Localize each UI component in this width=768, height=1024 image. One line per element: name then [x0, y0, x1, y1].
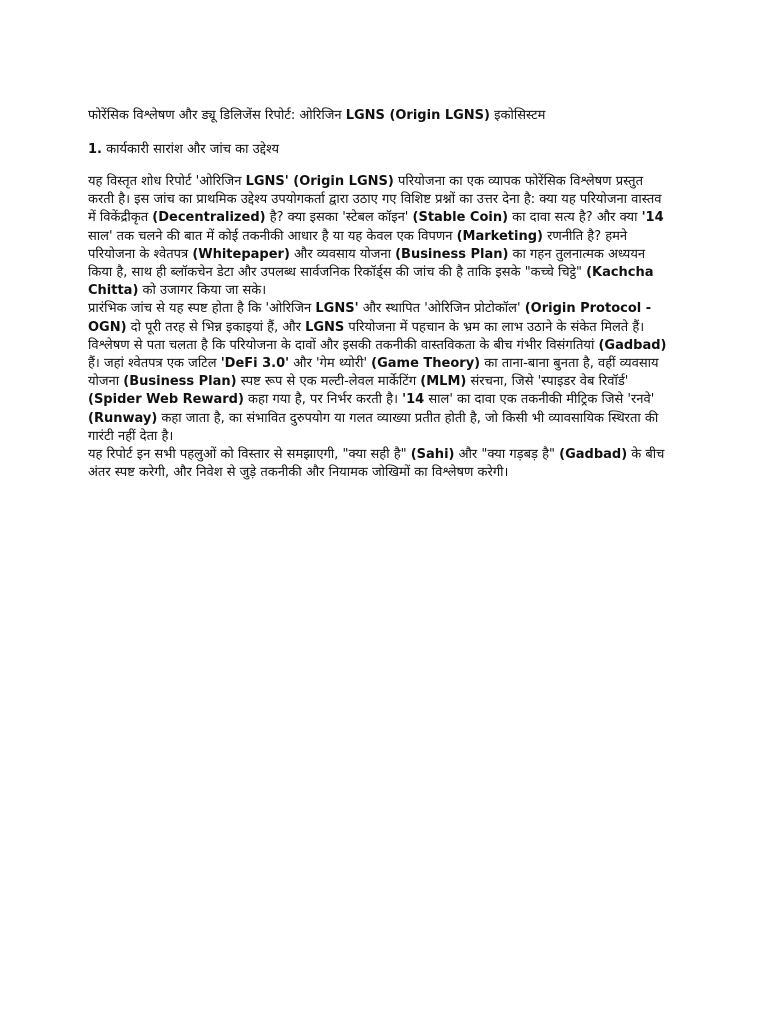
p1-seg: को उजागर किया जा सके।: [138, 283, 267, 299]
p3-seg: और "क्या गड़बड़ है": [454, 447, 560, 463]
p1-seg: और व्यवसाय योजना: [289, 246, 396, 262]
report-title: [88, 107, 668, 125]
p3-seg: यह रिपोर्ट इन सभी पहलुओं को विस्तार से समझाएगी, "क्या सही है": [88, 447, 411, 463]
section-seg: कार्यकारी सारांश और जांच का उद्देश्य: [101, 142, 280, 157]
p2-seg: LGNS': [315, 301, 359, 317]
p2-seg: परियोजना में पहचान के भ्रम का लाभ उठाने के संकेत मिलते हैं। विश्लेषण से पता चलता है कि परियोजना के दावों और इसकी तकनीकी वास्तविकता के बीच गंभीर विसंगतियां: [88, 319, 645, 353]
document-page: [88, 107, 668, 482]
p2-seg: कहा जाता है, का संभावित दुरुपयोग या गलत व्याख्या प्रतीत होती है, जो किसी भी व्यावसायिक स्थिरता की गारंटी नहीं देता है।: [88, 410, 659, 444]
p1-seg: रणनीति है? हमने परियोजना के श्वेतपत्र: [88, 228, 628, 262]
p1-seg: परियोजना का एक व्यापक फोरेंसिक विश्लेषण प्रस्तुत करती है। इस जांच का प्राथमिक उद्देश्य उपयोगकर्ता द्वारा उठाए गए विशिष्ट प्रश्नों का उत्तर देना है: क्या यह परियोजना वास्तव में विकेंद्रीकृत: [88, 174, 662, 226]
paragraph-3: [88, 446, 668, 482]
p2-seg: दो पूरी तरह से भिन्न इकाइयां हैं, और: [126, 319, 306, 335]
p1-seg: (Marketing): [456, 228, 543, 244]
p1-seg: का गहन तुलनात्मक अध्ययन किया है, साथ ही ब्लॉकचेन डेटा और उपलब्ध सार्वजनिक रिकॉर्ड्स की जांच की है ताकि इसके "कच्चे चिट्ठे": [88, 246, 646, 281]
p2-seg: LGNS: [305, 319, 345, 335]
p2-seg: '14: [402, 392, 425, 408]
p1-seg: का दावा सत्य है? और क्या: [508, 210, 642, 226]
p2-seg: स्पष्ट रूप से एक मल्टी-लेवल मार्केटिंग: [236, 374, 421, 390]
p1-seg: यह विस्तृत शोध रिपोर्ट 'ओरिजिन: [88, 174, 246, 189]
p1-seg: (Decentralized): [152, 210, 266, 226]
paragraph-2: [88, 300, 668, 446]
p2-seg: कहा गया है, पर निर्भर करती है।: [243, 392, 403, 408]
p1-seg: (Business Plan): [395, 246, 509, 262]
paragraph-1: [88, 173, 668, 300]
p2-seg: (Game Theory): [371, 356, 481, 372]
section-heading: [88, 141, 668, 159]
title-seg: इकोसिस्टम: [489, 108, 546, 123]
p1-seg: (Whitepaper): [192, 246, 290, 262]
p2-seg: (Runway): [88, 410, 158, 426]
p2-seg: (Origin Protocol - OGN): [88, 301, 652, 335]
p1-seg: LGNS' (Origin LGNS): [245, 174, 394, 189]
p2-seg: और 'गेम थ्योरी': [289, 356, 372, 372]
p2-seg: (Business Plan): [123, 374, 237, 390]
p3-seg: के बीच अंतर स्पष्ट करेगी, और निवेश से जुड़े तकनीकी और नियामक जोखिमों का विश्लेषण करेगी।: [88, 447, 665, 481]
p1-seg: '14: [641, 210, 664, 226]
p1-seg: (Stable Coin): [412, 210, 509, 226]
p2-seg: प्रारंभिक जांच से यह स्पष्ट होता है कि 'ओरिजिन: [88, 301, 316, 317]
p1-seg: (Kachcha Chitta): [88, 265, 654, 299]
title-seg: LGNS (Origin LGNS): [345, 108, 490, 123]
p3-seg: (Gadbad): [559, 447, 628, 463]
p3-seg: (Sahi): [410, 447, 455, 463]
p1-seg: साल' तक चलने की बात में कोई तकनीकी आधार है या यह केवल एक विपणन: [88, 228, 457, 244]
p2-seg: हैं। जहां श्वेतपत्र एक जटिल: [88, 356, 221, 372]
p2-seg: संरचना, जिसे 'स्पाइडर वेब रिवॉर्ड': [466, 374, 629, 390]
section-seg: 1.: [88, 142, 102, 157]
p2-seg: (Spider Web Reward): [88, 392, 244, 408]
title-seg: फोरेंसिक विश्लेषण और ड्यू डिलिजेंस रिपोर्ट: ओरिजिन: [88, 108, 346, 123]
p2-seg: का ताना-बाना बुनता है, वहीं व्यवसाय योजना: [88, 356, 659, 390]
p2-seg: 'DeFi 3.0': [220, 356, 290, 372]
p2-seg: (MLM): [420, 374, 467, 390]
p1-seg: है? क्या इसका 'स्टेबल कॉइन': [265, 210, 413, 226]
p2-seg: साल' का दावा एक तकनीकी मीट्रिक जिसे 'रनवे': [424, 392, 655, 408]
p2-seg: और स्थापित 'ओरिजिन प्रोटोकॉल': [358, 301, 525, 317]
p2-seg: (Gadbad): [598, 337, 667, 353]
